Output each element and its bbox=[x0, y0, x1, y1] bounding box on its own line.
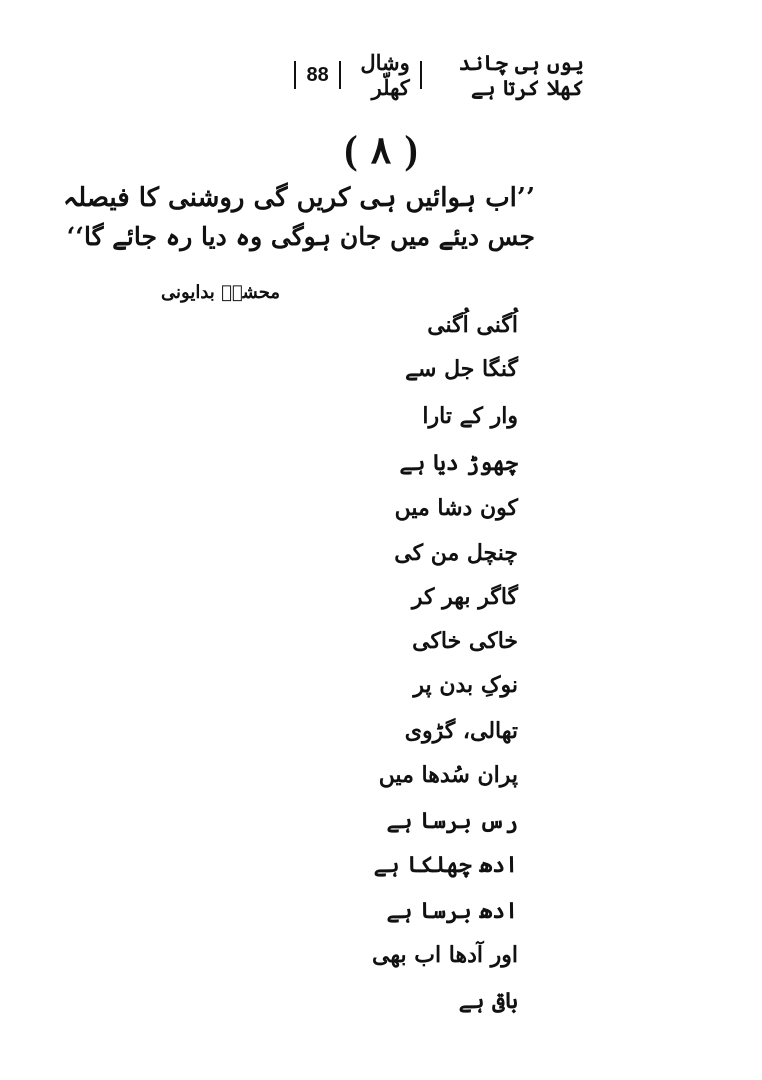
poem-line: نوکِ بدن پر bbox=[413, 672, 518, 698]
poem-line: تھالی، گڑوی bbox=[404, 718, 518, 744]
header-divider bbox=[339, 61, 341, 89]
poem-line: کون دشا میں bbox=[394, 495, 518, 521]
poem-line: چنچل من کی bbox=[394, 540, 518, 566]
book-title: یوں ہی چاند کھلا کرتا ہے bbox=[458, 50, 584, 100]
epigraph-line-1: ’’اب ہوائیں ہی کریں گی روشنی کا فیصلہ bbox=[62, 183, 535, 213]
poem-line: اور آدھا اب بھی bbox=[372, 942, 518, 968]
page-number: 88 bbox=[306, 63, 329, 86]
epigraph-line-2: جس دیئے میں جان ہوگی وہ دیا رہ جائے گا‘‘ bbox=[66, 222, 535, 251]
poem-line: ادھ چھلکا ہے bbox=[373, 852, 518, 878]
poem-line: چھوڑ دیا ہے bbox=[399, 450, 518, 476]
chapter-numeral: ۸ bbox=[370, 127, 392, 172]
epigraph-poet: محشرؔ بدایونی bbox=[161, 282, 280, 303]
poem-line: ادھ برسا ہے bbox=[386, 898, 518, 924]
header-divider bbox=[420, 61, 422, 89]
chapter-number: ( ۸ ) bbox=[344, 127, 418, 172]
poem-line: باقی ہے bbox=[458, 988, 518, 1014]
poem-line: خاکی خاکی bbox=[412, 628, 518, 654]
poem-line: گنگا جل سے bbox=[405, 356, 518, 382]
poem-line: پران سُدھا میں bbox=[378, 762, 518, 788]
header-divider bbox=[294, 61, 296, 89]
author-name: وشال کھلّر bbox=[360, 50, 410, 100]
poem-line: رس برسا ہے bbox=[386, 808, 518, 834]
running-header bbox=[284, 50, 584, 100]
poem-line: گاگر بھر کر bbox=[411, 584, 518, 610]
poem-line: وار کے تارا bbox=[422, 403, 518, 429]
poem-line: اُگنی اُگنی bbox=[427, 312, 518, 338]
